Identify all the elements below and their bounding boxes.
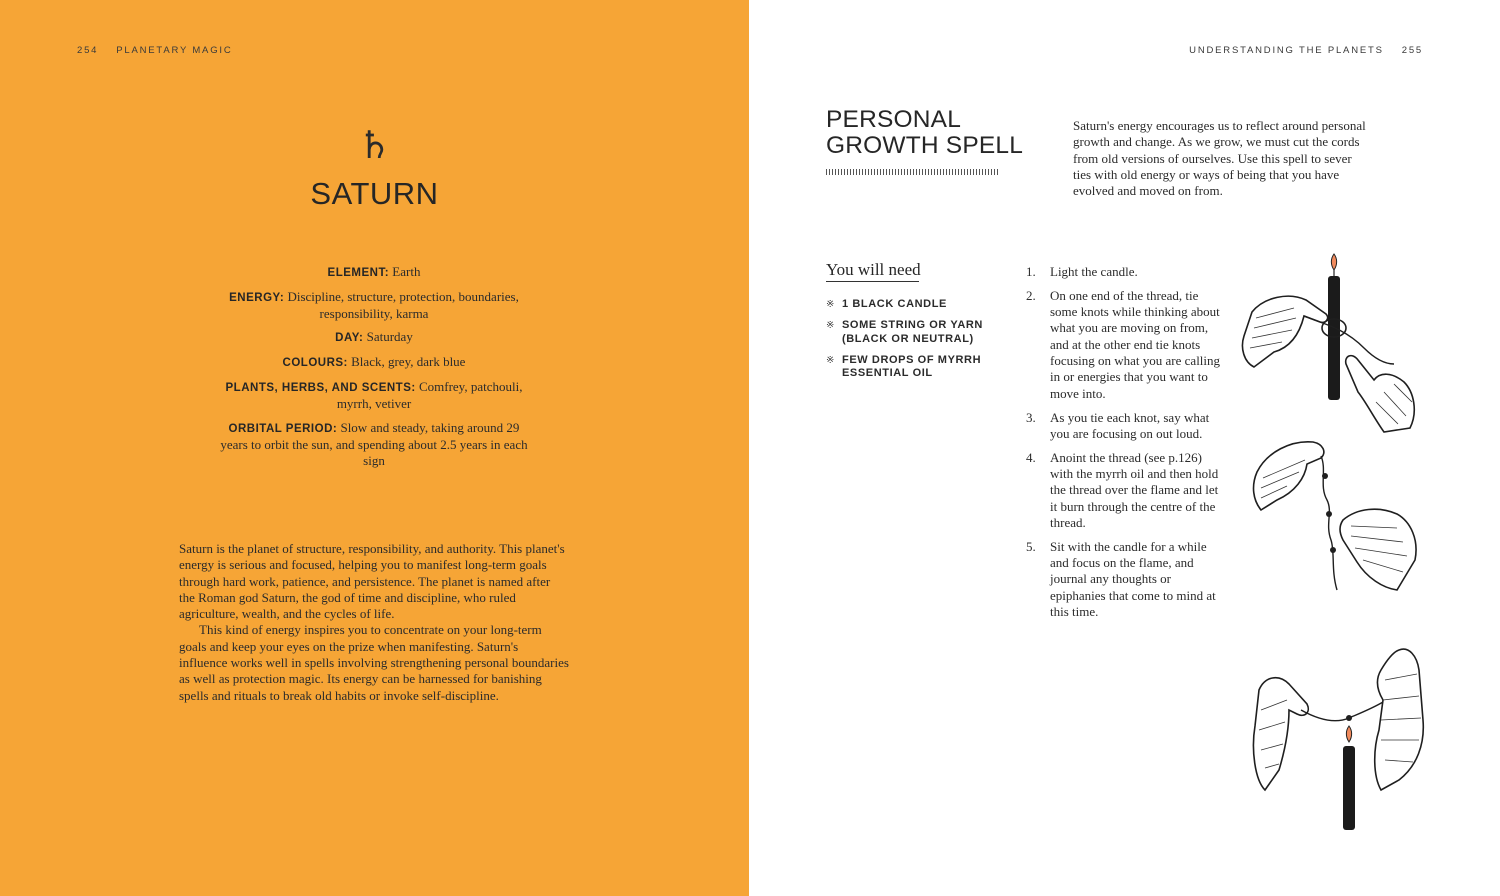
right-running-head xyxy=(1189,45,1423,56)
hands-holding-thread-illustration xyxy=(1247,430,1427,605)
you-will-need-heading: You will need xyxy=(826,260,921,279)
step-number: 5. xyxy=(1026,538,1036,554)
fact-day xyxy=(214,329,534,346)
ingredient-text: SOME STRING OR YARN (BLACK OR NEUTRAL) xyxy=(842,319,983,345)
heading-underline xyxy=(826,281,919,282)
fact-label: ELEMENT: xyxy=(327,267,390,279)
list-item xyxy=(826,298,1006,312)
fact-value: Saturday xyxy=(363,329,413,345)
fact-value: Black, grey, dark blue xyxy=(347,354,466,370)
right-running-head-text: UNDERSTANDING THE PLANETS xyxy=(1189,45,1384,56)
ingredient-text: FEW DROPS OF MYRRH ESSENTIAL OIL xyxy=(842,353,982,379)
step-text: Light the candle. xyxy=(1050,264,1138,279)
step-item xyxy=(1026,539,1226,620)
ingredients-list xyxy=(826,298,1006,388)
spell-title-line: PERSONAL xyxy=(826,106,962,133)
body-paragraph: Saturn is the planet of structure, responsibility, and authority. This planet's energy is serious and focused, helping you to manifest long-term goals through hard work, patience, and persistence. The planet is named after the Roman god Saturn, the god of time and discipline, who ruled agriculture, wealth, and the cycles of life. xyxy=(179,541,565,622)
step-number: 2. xyxy=(1026,287,1036,303)
fact-label: PLANTS, HERBS, AND SCENTS: xyxy=(225,381,416,394)
step-item xyxy=(1026,288,1226,402)
fact-value: Earth xyxy=(389,264,421,279)
step-text: Anoint the thread (see p.126) with the myrrh oil and then hold the thread over the flame and let it burn through the centre of the thread. xyxy=(1050,449,1219,530)
ingredient-text: 1 BLACK CANDLE xyxy=(842,298,947,310)
hands-tying-knots-illustration xyxy=(1234,252,1434,437)
body-paragraph: This kind of energy inspires you to concentrate on your long-term goals and keep your eyes on the prize when manifesting. Saturn's influence works well in spells involving strengthening personal boundaries as well as protection magic. Its energy can be harnessed for banishing spells and rituals to break old habits or invoke self-discipline. xyxy=(179,622,569,703)
step-text: On one end of the thread, tie some knots while thinking about what you are moving on from, and at the other end tie knots focusing on what you are calling in or energies that you want to move into. xyxy=(1050,287,1221,401)
right-page xyxy=(749,0,1500,896)
fact-label: DAY: xyxy=(335,332,364,345)
step-text: As you tie each knot, say what you are focusing on out loud. xyxy=(1050,409,1210,441)
step-text: Sit with the candle for a while and focus on the flame, and journal any thoughts or epiphanies that come to mind at this time. xyxy=(1050,538,1216,620)
step-item xyxy=(1026,410,1226,443)
step-number: 3. xyxy=(1026,409,1036,425)
step-number: 4. xyxy=(1026,449,1036,465)
fact-orbital-period xyxy=(214,420,534,470)
left-page-number: 254 xyxy=(77,45,99,56)
burning-thread-illustration xyxy=(1249,640,1434,835)
planet-facts xyxy=(214,264,534,477)
fact-label: COLOURS: xyxy=(282,357,348,370)
left-running-head xyxy=(77,45,233,56)
spell-intro: Saturn's energy encourages us to reflect around personal growth and change. As we grow, we must cut the cords from old versions of ourselves. Use this spell to sever ties with old energy or ways of being that you have evolved and moved on from. xyxy=(1073,118,1366,199)
step-item xyxy=(1026,264,1226,280)
fact-element xyxy=(214,264,534,281)
fact-label: ORBITAL PERIOD: xyxy=(228,422,338,435)
title-divider xyxy=(826,169,998,175)
left-running-head-text: PLANETARY MAGIC xyxy=(116,45,233,56)
fact-label: ENERGY: xyxy=(229,291,285,304)
spell-title-line: GROWTH SPELL xyxy=(826,132,1024,159)
fact-value: Comfrey, patchouli, myrrh, vetiver xyxy=(336,378,523,411)
fact-value: Slow and steady, taking around 29 years to orbit the sun, and spending about 2.5 years in each sign xyxy=(220,419,528,469)
right-page-number: 255 xyxy=(1401,45,1423,56)
left-page xyxy=(0,0,749,896)
step-number: 1. xyxy=(1026,264,1036,279)
planet-title: SATURN xyxy=(310,176,439,211)
saturn-symbol-icon: ♄ xyxy=(357,125,392,167)
fact-colours xyxy=(214,354,534,371)
list-item xyxy=(826,354,1006,381)
asterism-bullet-icon: ※ xyxy=(826,299,835,310)
step-item xyxy=(1026,450,1226,531)
spell-title xyxy=(826,107,1023,159)
planet-description xyxy=(179,541,569,704)
spell-steps xyxy=(1026,264,1226,628)
asterism-bullet-icon: ※ xyxy=(826,354,835,366)
fact-value: Discipline, structure, protection, boundaries, responsibility, karma xyxy=(284,288,519,321)
fact-energy xyxy=(214,289,534,323)
asterism-bullet-icon: ※ xyxy=(826,320,835,331)
fact-plants xyxy=(214,379,534,413)
list-item xyxy=(826,319,1006,346)
